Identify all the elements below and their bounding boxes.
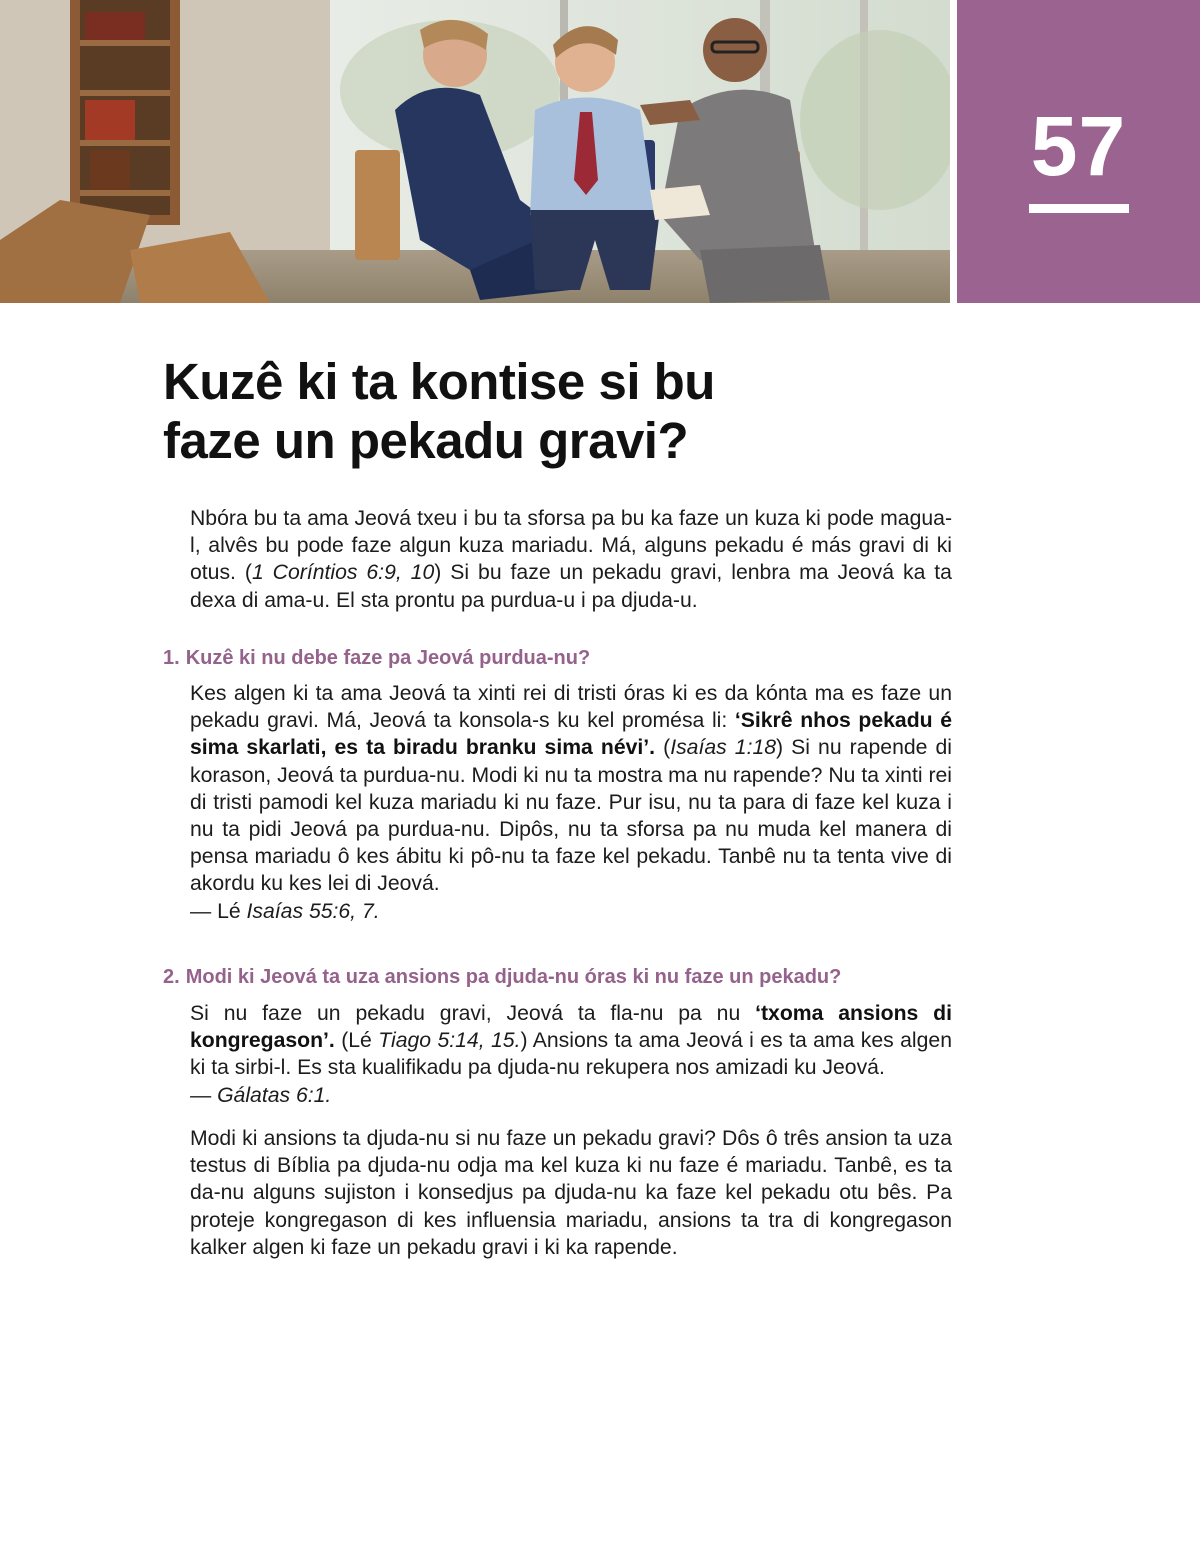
section-1-scripture-ref-1: Isaías 1:18 [670,736,777,760]
section-1-number: 1. [163,647,180,669]
title-line-2: faze un pekadu gravi? [163,412,689,469]
section-2-p1-text-b: (Lé [334,1029,379,1053]
section-2-paragraph-2: Modi ki ansions ta djuda-nu si nu faze un pekadu gravi? Dôs ô três ansion ta uza testus di Bíblia pa djuda-nu odja ma kel kuza ki nu faze é mariadu. Tanbê, es ta da-nu alguns sujiston i konsedjus pa djuda-nu ka faze kel pekadu otu bês. Pa proteje kongregason di kes influensia mariadu, ansions ta tra di kongregason kalker algen ki faze un pekadu gravi i ki ka rapende. [190,1127,952,1259]
section-1-read-line [190,898,952,925]
section-1-scripture-ref-2: Isaías 55:6, 7. [246,899,380,923]
lesson-number: 57 [1030,99,1127,193]
lesson-number-box [957,0,1200,303]
section-2-p1-text-a: Si nu faze un pekadu gravi, Jeová ta fla-nu pa nu [190,1002,756,1025]
page-title [163,352,923,470]
title-line-1: Kuzê ki ta kontise si bu [163,353,715,410]
section-2-p1-scripture-ref-2: — Gálatas 6:1. [190,1083,332,1107]
section-1-read-prefix: — Lé [190,899,247,923]
intro-scripture-ref: 1 Coríntios 6:9, 10 [251,561,435,585]
section-1-text-a: Kes algen ki ta ama Jeová ta xinti rei di tristi óras ki es da kónta ma es faze un pekadu gravi. Má, Jeová ta konsola-s ku kel promésa li: [190,682,952,733]
section-1-text-c: ) Si nu rapende di korason, Jeová ta purdua-nu. Modi ki nu ta mostra ma nu rapende? Nu ta xinti rei di tristi pamodi kel kuza mariadu ki nu faze. Pur isu, nu ta para di faze kel kuza i nu ta pidi Jeová pa purdua-nu. Dipôs, nu ta sforsa pa nu muda kel manera di pensa mariadu ô kes ábitu ki pô-nu ta faze kel pekadu. Tanbê nu ta tenta vive di akordu ku kes lei di Jeová. [190,736,952,896]
section-2-paragraph-1 [190,1000,952,1109]
header-photo [0,0,950,303]
section-1-paragraph [190,680,952,925]
section-2-p1-text-c: ) Ansions ta ama Jeová i es ta ama kes algen ki ta sirbi-l. Es sta kualifikadu pa djuda-nu rekupera nos amizadi ku Jeová. [190,1029,952,1080]
section-1-question [163,645,963,671]
intro-text-b: ) Si bu faze un pekadu gravi, lenbra ma Jeová ka ta dexa di ama-u. El sta prontu pa purdua-u i pa djuda-u. [190,561,952,612]
section-1-quote: ‘Sikrê nhos pekadu é sima skarlati, es ta biradu branku sima névi’. [190,709,952,760]
section-2-question-text: Modi ki Jeová ta uza ansions pa djuda-nu óras ki nu faze un pekadu? [185,966,842,988]
photo-illustration [0,0,950,303]
section-2-p1-scripture-ref-1: Tiago 5:14, 15. [378,1029,521,1053]
section-1-text-b: ( [655,736,671,760]
intro-text-a: Nbóra bu ta ama Jeová txeu i bu ta sforsa pa bu ka faze un kuza ki pode magua-l, alvês bu pode faze algun kuza mariadu. Má, alguns pekadu é más gravi di ki otus. ( [190,507,952,585]
section-2-number: 2. [163,966,180,988]
section-2-p1-quote: ‘txoma ansions di kongregason’. [190,1002,952,1053]
lesson-number-underline [1029,204,1129,213]
section-1-question-text: Kuzê ki nu debe faze pa Jeová purdua-nu? [185,647,591,669]
intro-paragraph [190,505,952,614]
section-2-question [163,964,963,990]
